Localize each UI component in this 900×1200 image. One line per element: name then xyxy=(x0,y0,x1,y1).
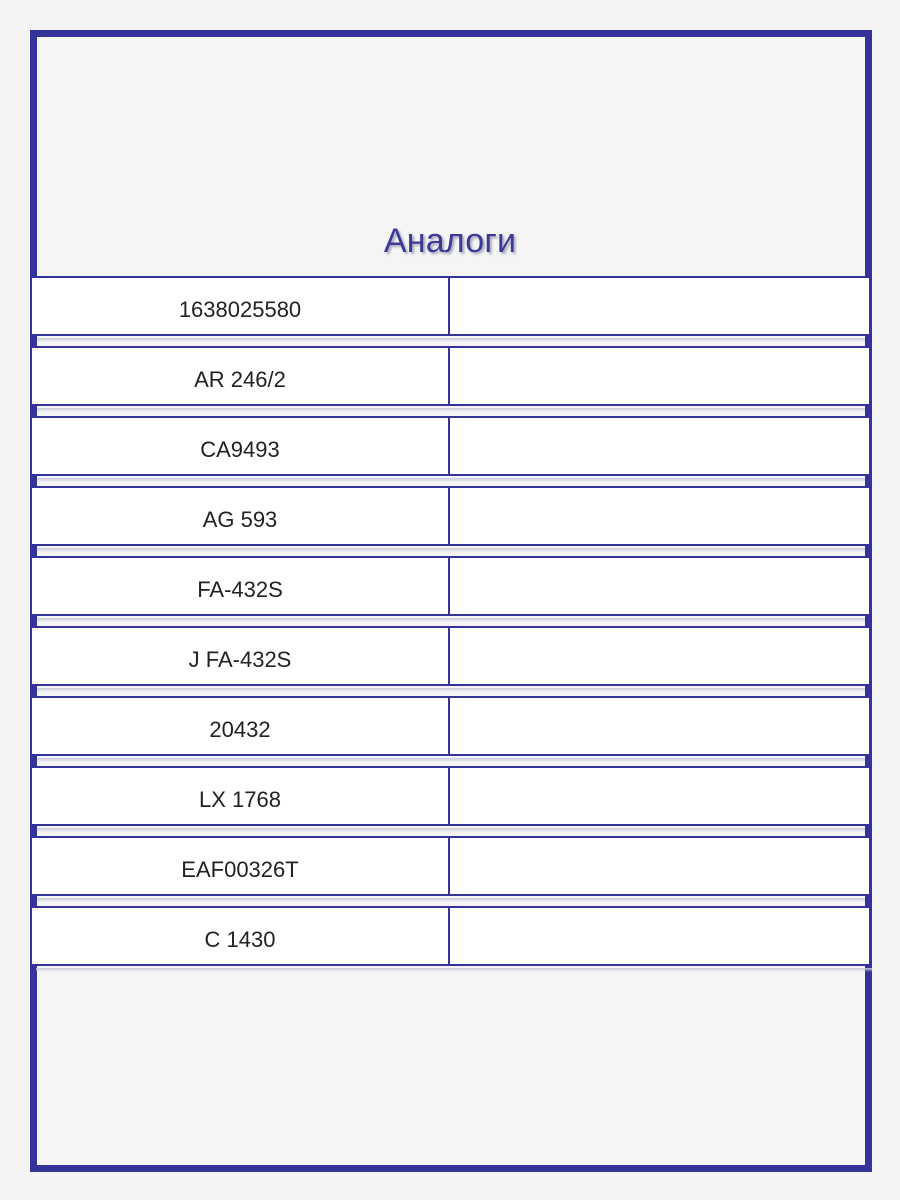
table-row xyxy=(30,416,871,486)
table-row xyxy=(30,766,871,836)
page-title: Аналоги xyxy=(383,222,517,260)
table-row xyxy=(30,626,871,696)
analog-value-cell xyxy=(450,768,869,824)
table-row xyxy=(30,556,871,626)
analogs-table xyxy=(30,276,871,976)
analog-value-cell xyxy=(450,278,869,334)
analog-code-cell: 20432 xyxy=(32,698,450,754)
analog-code-cell: EAF00326T xyxy=(32,838,450,894)
analog-code-cell: C 1430 xyxy=(32,908,450,964)
analog-code-cell: 1638025580 xyxy=(32,278,450,334)
analog-value-cell xyxy=(450,838,869,894)
analog-value-cell xyxy=(450,698,869,754)
analog-code-cell: FA-432S xyxy=(32,558,450,614)
table-row xyxy=(30,486,871,556)
analog-code-cell: AG 593 xyxy=(32,488,450,544)
table-row xyxy=(30,906,871,976)
analog-code-cell: LX 1768 xyxy=(32,768,450,824)
table-row xyxy=(30,346,871,416)
analog-value-cell xyxy=(450,628,869,684)
analog-code-cell: AR 246/2 xyxy=(32,348,450,404)
analog-value-cell xyxy=(450,348,869,404)
analog-value-cell xyxy=(450,558,869,614)
table-row xyxy=(30,836,871,906)
analog-code-cell: CA9493 xyxy=(32,418,450,474)
analog-value-cell xyxy=(450,908,869,964)
analog-value-cell xyxy=(450,418,869,474)
table-row xyxy=(30,276,871,346)
analog-code-cell: J FA-432S xyxy=(32,628,450,684)
analog-value-cell xyxy=(450,488,869,544)
table-row xyxy=(30,696,871,766)
